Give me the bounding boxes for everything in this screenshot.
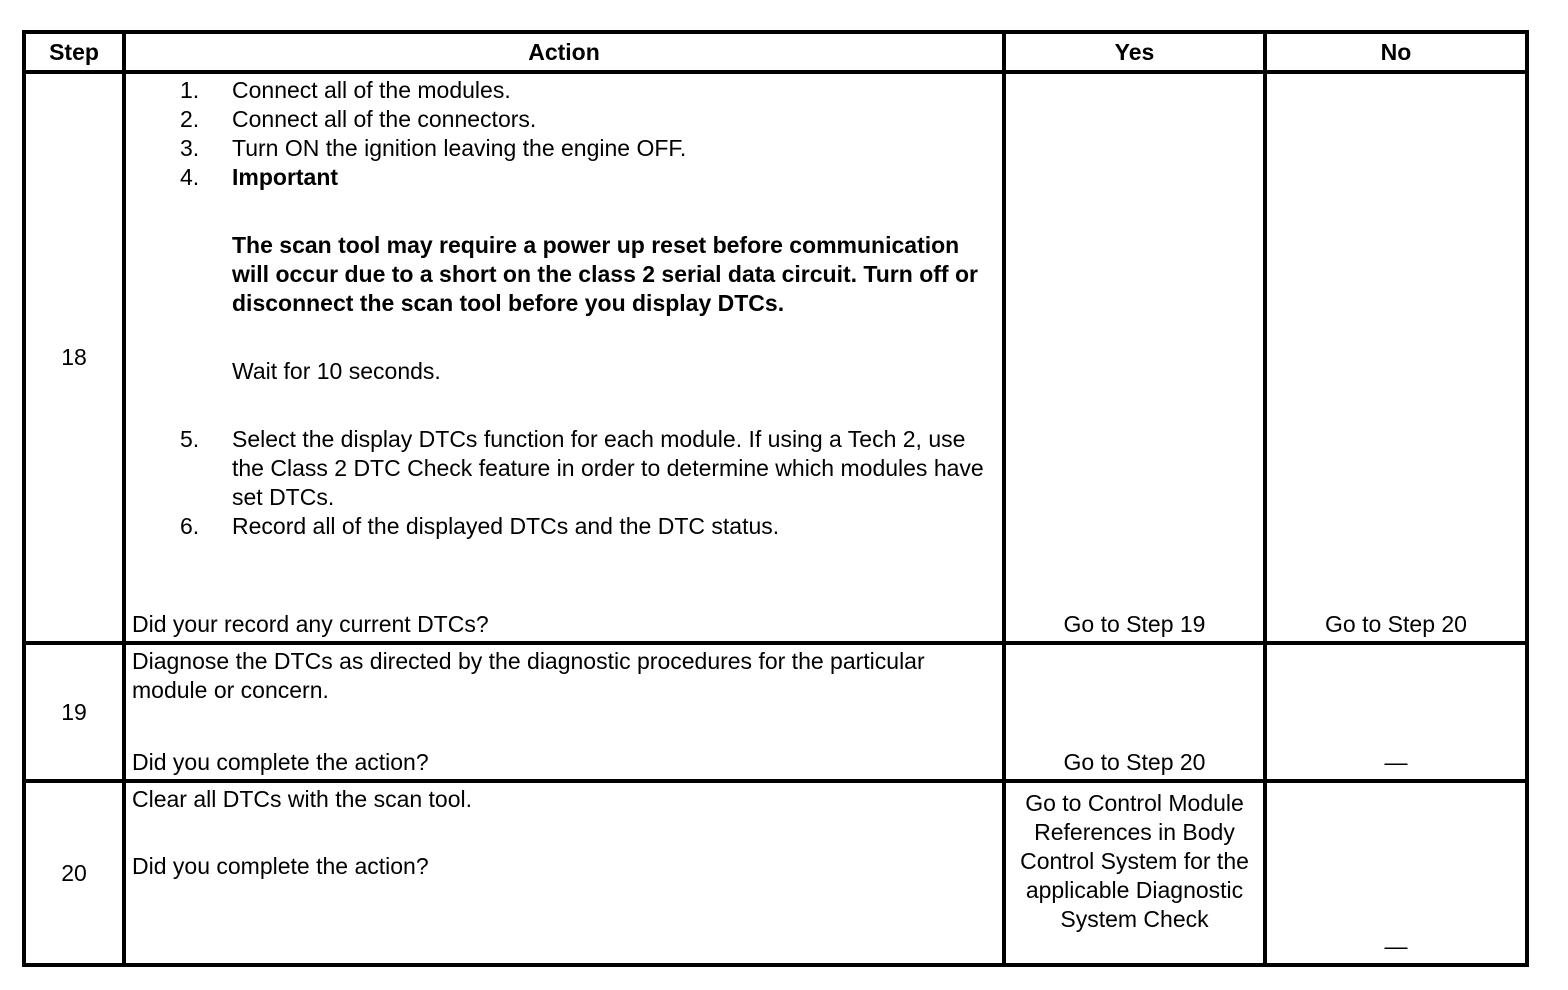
question-text: Did your record any current DTCs? xyxy=(132,611,489,637)
step-item-number: 3. xyxy=(180,135,200,161)
spacer-5 xyxy=(132,386,996,415)
header-row xyxy=(24,32,1527,72)
step-item-number: 5. xyxy=(180,426,200,452)
action-text: Clear all DTCs with the scan tool. xyxy=(132,786,473,812)
diagnostic-table xyxy=(22,30,1529,967)
no-outcome: — xyxy=(1265,643,1527,781)
spacer-2 xyxy=(132,221,996,231)
important-heading: Important xyxy=(232,164,339,190)
step-number: 20 xyxy=(24,781,124,965)
action-text: Diagnose the DTCs as directed by the diagnostic procedures for the particular module or concern. xyxy=(132,648,925,703)
yes-outcome: Go to Step 20 xyxy=(1004,643,1265,781)
spacer-4 xyxy=(132,347,996,357)
wait-text: Wait for 10 seconds. xyxy=(232,358,441,384)
step-item-number: 2. xyxy=(180,106,200,132)
list-item xyxy=(132,76,996,105)
step-item-number: 6. xyxy=(180,513,200,539)
step-item-text: Record all of the displayed DTCs and the DTC status. xyxy=(232,513,780,539)
step-number: 18 xyxy=(24,72,124,643)
list-item xyxy=(132,512,996,541)
header-no: No xyxy=(1265,32,1527,72)
step-item-text: Turn ON the ignition leaving the engine OFF. xyxy=(232,135,687,161)
table-row-step-19 xyxy=(24,643,1527,781)
step-item-text: Connect all of the connectors. xyxy=(232,106,537,132)
no-outcome: Go to Step 20 xyxy=(1265,72,1527,643)
step-item-number: 1. xyxy=(180,77,200,103)
spacer-6 xyxy=(132,415,996,425)
header-action: Action xyxy=(124,32,1004,72)
header-yes: Yes xyxy=(1004,32,1265,72)
yes-outcome: Go to Step 19 xyxy=(1004,72,1265,643)
table-row-step-20 xyxy=(24,781,1527,965)
important-note-item xyxy=(132,231,996,318)
list-item xyxy=(132,134,996,163)
step-number: 19 xyxy=(24,643,124,781)
spacer-3 xyxy=(132,318,996,347)
action-cell xyxy=(124,643,1004,781)
action-steps-list xyxy=(132,76,996,541)
list-item xyxy=(132,163,996,192)
list-item xyxy=(132,425,996,512)
header-step: Step xyxy=(24,32,124,72)
step-item-number: 4. xyxy=(180,164,200,190)
step-item-text: Select the display DTCs function for each module. If using a Tech 2, use the Class 2 DTC Check feature in order to determine which modules have set DTCs. xyxy=(232,426,984,510)
question-text: Did you complete the action? xyxy=(132,853,429,879)
step-item-text: Connect all of the modules. xyxy=(232,77,511,103)
no-outcome: — xyxy=(1265,781,1527,965)
list-item xyxy=(132,105,996,134)
important-note: The scan tool may require a power up reset before communication will occur due to a short on the class 2 serial data circuit. Turn off or disconnect the scan tool before you display DTCs. xyxy=(232,232,978,316)
spacer xyxy=(132,192,996,221)
wait-item xyxy=(132,357,996,386)
yes-outcome xyxy=(1004,781,1265,965)
action-cell xyxy=(124,72,1004,643)
yes-outcome-text: Go to Control Module References in Body Control System for the applicable Diagnostic System Check xyxy=(1020,790,1249,932)
action-cell xyxy=(124,781,1004,965)
table-row-step-18 xyxy=(24,72,1527,643)
question-text: Did you complete the action? xyxy=(132,749,429,775)
